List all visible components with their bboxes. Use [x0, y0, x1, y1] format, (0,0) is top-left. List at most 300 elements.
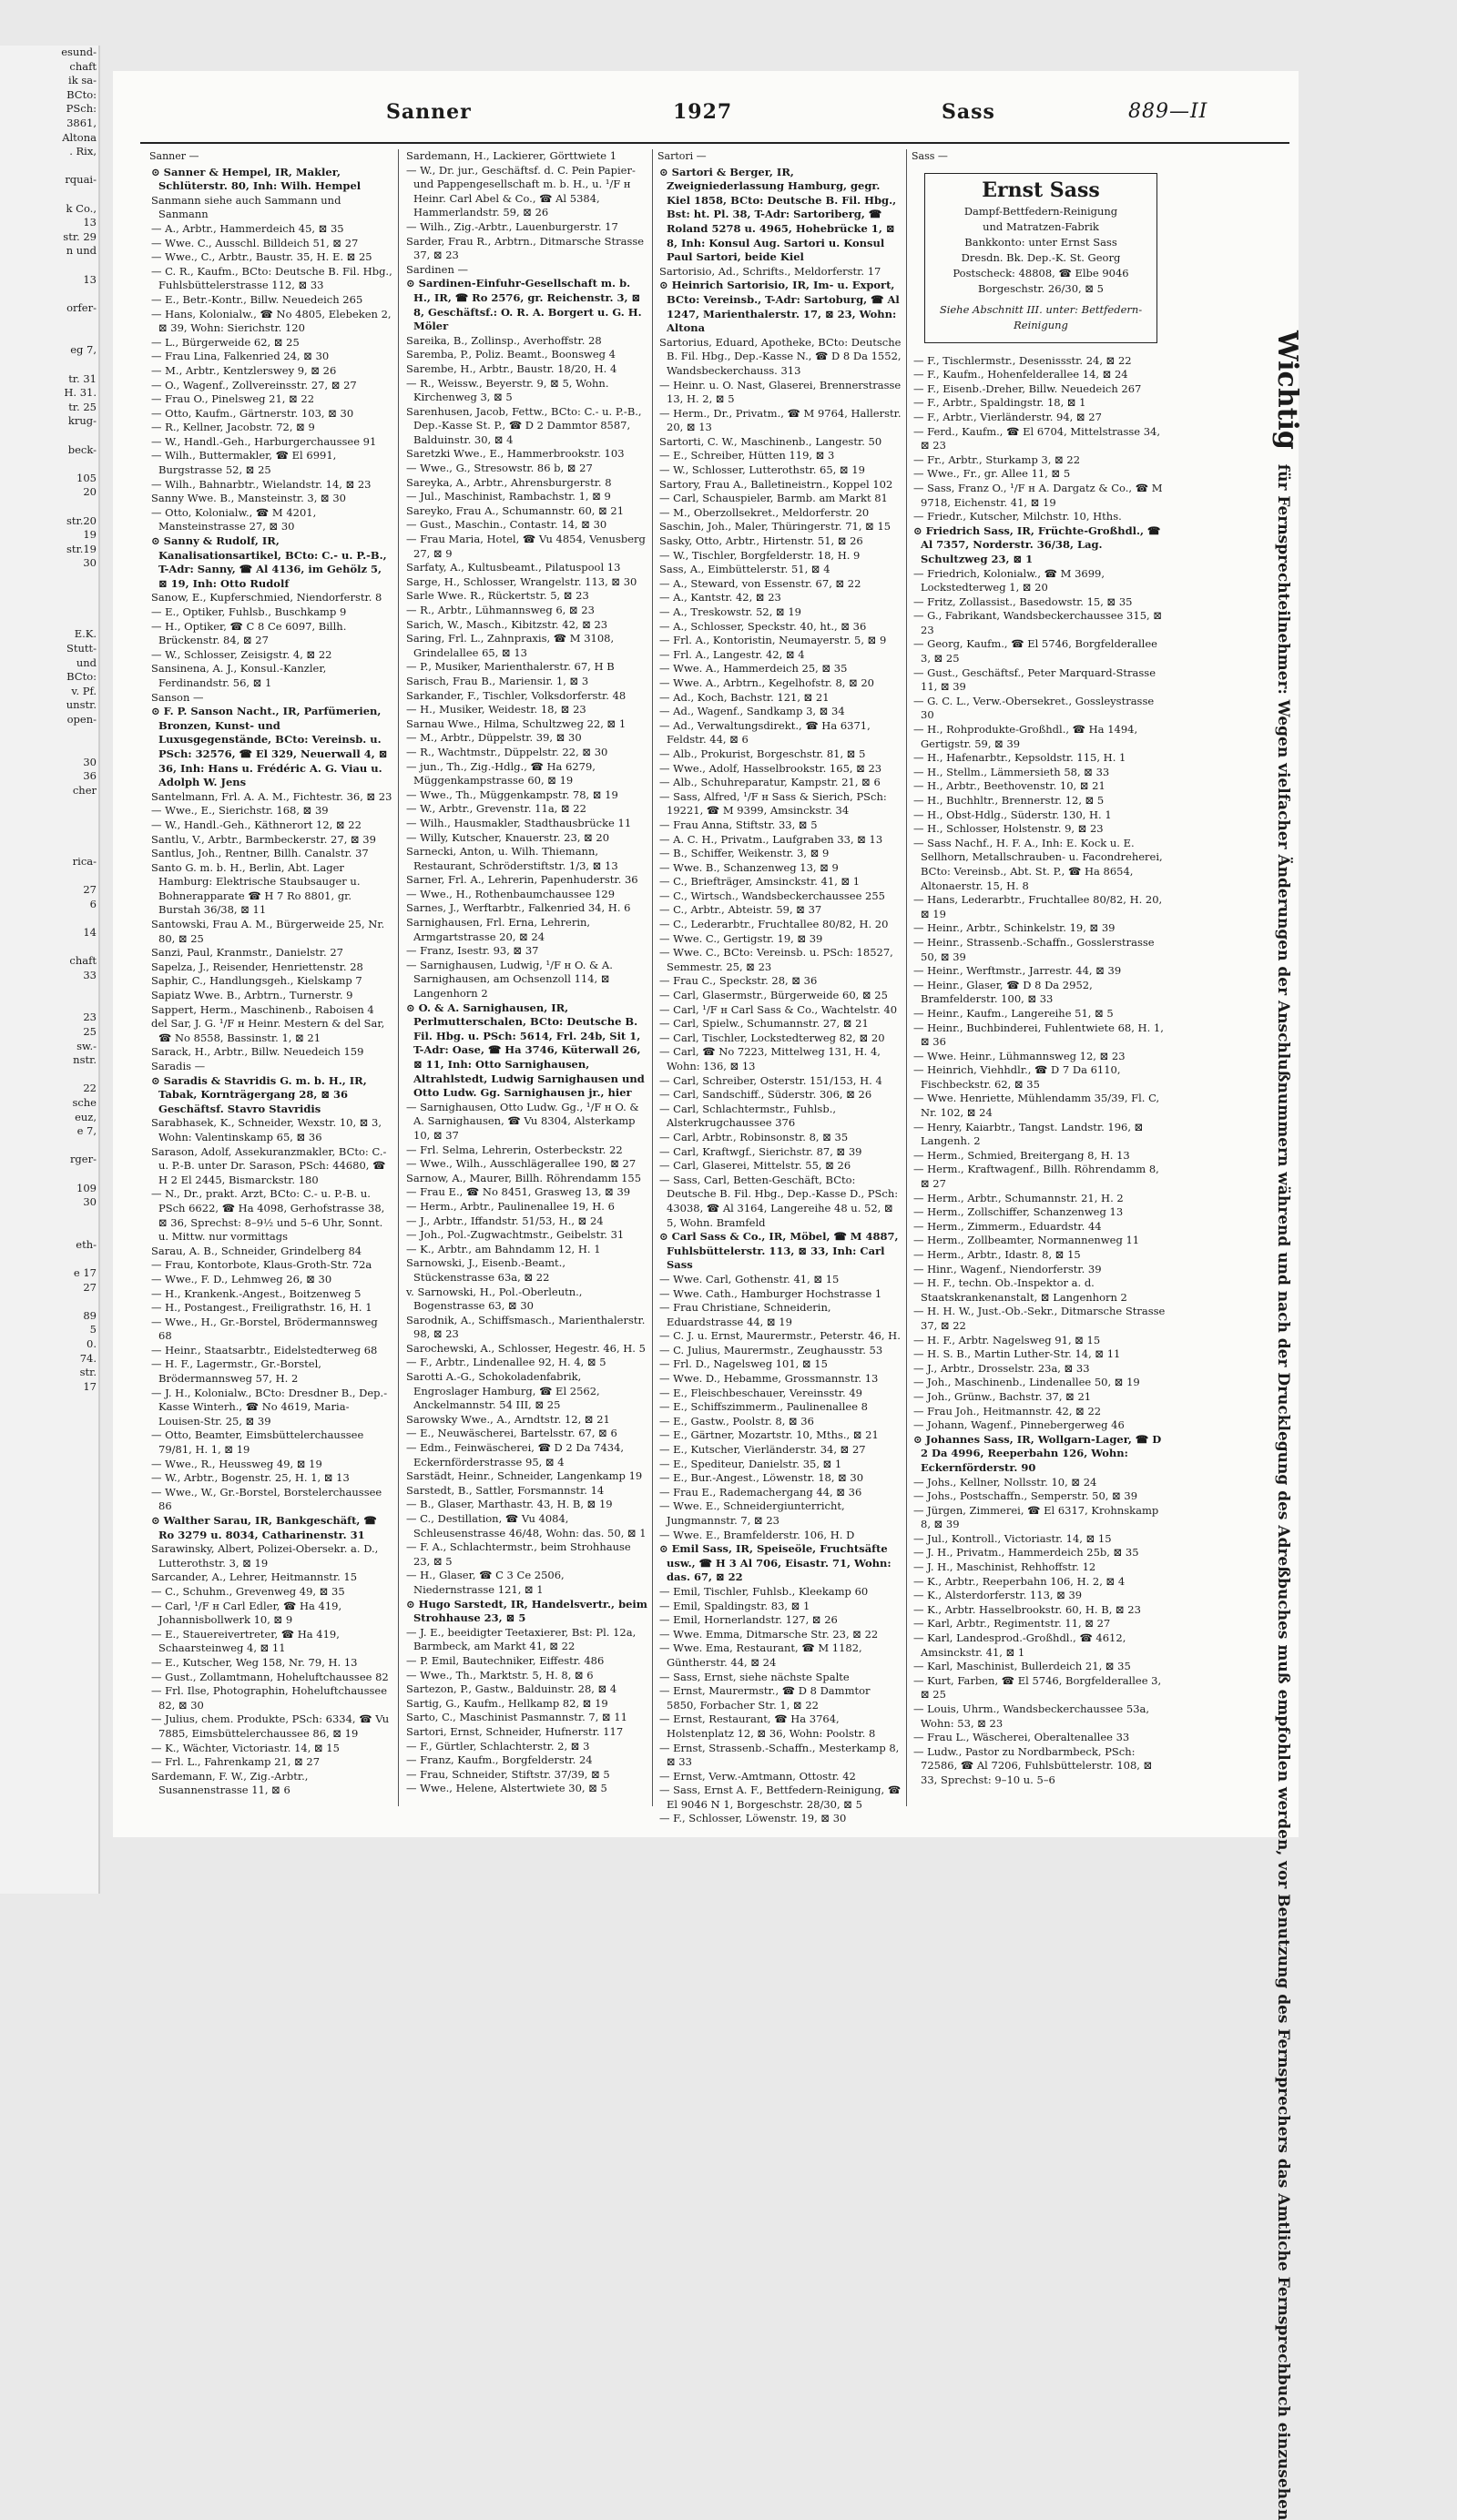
edge-fragment — [0, 997, 98, 1011]
directory-entry: Sarabhasek, K., Schneider, Wexstr. 10, ⊠ 3, Wohn: Valentinskamp 65, ⊠ 36 — [151, 1116, 382, 1143]
edge-fragment: sche — [72, 1095, 97, 1109]
edge-fragment — [0, 982, 98, 997]
edge-fragment: eg 7, — [70, 343, 97, 357]
edge-fragment — [0, 1210, 98, 1224]
directory-entry: — Gust., Maschin., Contastr. 14, ⊠ 30 — [406, 518, 607, 532]
directory-entry: — Friedr., Kutscher, Milchstr. 10, Hths. — [913, 510, 1122, 523]
directory-entry: Sappert, Herm., Maschinenb., Raboisen 4 — [151, 1002, 374, 1016]
directory-entry: — Wilh., Hausmakler, Stadthausbrücke 11 — [406, 816, 632, 829]
directory-entry: ⊙ Heinrich Sartorisio, IR, Im- u. Export, BCto: Vereinsb., T-Adr: Sartoburg, ☎ Al 1247, Marienthalerstr. 17, ⊠ 23, Wohn: Altona — [659, 279, 900, 335]
directory-entry: — H., Krankenk.-Angest., Boitzenweg 5 — [151, 1286, 362, 1300]
directory-entry: — Herm., Schmied, Breitergang 8, H. 13 — [913, 1148, 1130, 1162]
column-divider — [398, 149, 399, 1806]
directory-entry: — Wwe., F. D., Lehmweg 26, ⊠ 30 — [151, 1272, 332, 1285]
edge-fragment: ik sa- — [68, 74, 97, 87]
edge-fragment — [0, 1068, 98, 1082]
directory-entry: — C., Arbtr., Abteistr. 59, ⊠ 37 — [659, 903, 822, 917]
edge-fragment: 33 — [83, 968, 97, 981]
directory-entry: — Ernst, Verw.-Amtmann, Ottostr. 42 — [659, 1769, 856, 1783]
directory-entry: — Gust., Zollamtmann, Hoheluftchaussee 82 — [151, 1670, 389, 1683]
directory-entry: Sardemann, H., Lackierer, Görttwiete 1 — [406, 149, 617, 162]
directory-entry: — Georg, Kaufm., ☎ El 5746, Borgfelderallee 3, ⊠ 25 — [913, 637, 1157, 666]
directory-entry: — R., Arbtr., Lühmannsweg 6, ⊠ 23 — [406, 604, 595, 616]
directory-entry: — H. S. B., Martin Luther-Str. 14, ⊠ 11 — [913, 1347, 1121, 1361]
directory-entry: Sarnowski, J., Eisenb.-Beamt., Stückenstrasse 63a, ⊠ 22 — [406, 1256, 565, 1284]
edge-fragment: rger- — [69, 1153, 97, 1166]
edge-fragment: 5 — [89, 1323, 97, 1336]
column-head: Sass — — [912, 150, 948, 162]
directory-entry: — Wwe., W., Gr.-Borstel, Borstelerchaussee 86 — [151, 1485, 382, 1513]
edge-fragment: sw.- — [76, 1039, 97, 1052]
directory-entry: Sarnau Wwe., Hilma, Schultzweg 22, ⊠ 1 — [406, 716, 627, 730]
edge-fragment: 17 — [83, 1379, 97, 1393]
directory-entry: ⊙ O. & A. Sarnighausen, IR, Perlmutterschalen, BCto: Deutsche B. Fil. Hbg. u. PSch: 5614, Frl. 24b, Sit 1, T-Adr: Oase, ☎ Ha 3746, Küterwall 26, ⊠ 11, Inh: Otto Sarnighausen, Altrahlstedt, Ludwig Sarnighausen und Otto Ludw. Gg. Sarnighausen jr., hier — [406, 1001, 645, 1100]
edge-fragment: krug- — [67, 414, 97, 428]
edge-fragment — [0, 500, 98, 514]
edge-fragment — [0, 741, 98, 756]
directory-entry: Sasky, Otto, Arbtr., Hirtenstr. 51, ⊠ 26 — [659, 534, 863, 548]
directory-entry: — Frl. Selma, Lehrerin, Osterbeckstr. 22 — [406, 1143, 623, 1156]
directory-entry: Sartori, Ernst, Schneider, Hufnerstr. 117 — [406, 1724, 624, 1738]
directory-entry: — J., Arbtr., Drosselstr. 23a, ⊠ 33 — [913, 1361, 1090, 1375]
directory-entry: — R., Kellner, Jacobstr. 72, ⊠ 9 — [151, 421, 315, 434]
directory-entry: — Sarnighausen, Ludwig, ¹/F ʜ O. & A. Sarnighausen, am Ochsenzoll 114, ⊠ Langenhorn 2 — [406, 958, 613, 1001]
directory-entry: — C. Julius, Maurermstr., Zeughausstr. 53 — [659, 1343, 883, 1357]
edge-fragment: k Co., — [66, 201, 97, 215]
edge-fragment: rquai- — [65, 173, 97, 187]
directory-entry: — Sass, Carl, Betten-Geschäft, BCto: Deutsche B. Fil. Hbg., Dep.-Kasse D., PSch: 43038, ☎ Al 3164, Langereihe 48 u. 52, ⊠ 5, Wohn. Bramfeld — [659, 1173, 899, 1229]
directory-entry: — P. Emil, Bautechniker, Eiffestr. 486 — [406, 1653, 605, 1667]
edge-fragment: E.K. — [74, 627, 97, 641]
edge-fragment: 105 — [76, 471, 97, 484]
directory-entry: Santo G. m. b. H., Berlin, Abt. Lager Hamburg: Elektrische Staubsauger u. Bohnerapparate ☎ H 7 Ro 8801, gr. Burstah 36/38, ⊠ 11 — [151, 860, 361, 917]
edge-fragment: 3861, — [66, 116, 97, 129]
edge-fragment: 30 — [83, 755, 97, 768]
directory-entry: Sartorius, Eduard, Apotheke, BCto: Deutsche B. Fil. Hbg., Dep.-Kasse N., ☎ D 8 Da 1552, Wandsbeckerchauss. 313 — [659, 335, 902, 377]
directory-entry: — E., Kutscher, Weg 158, Nr. 79, H. 13 — [151, 1655, 358, 1669]
directory-entry: — H. H. W., Just.-Ob.-Sekr., Ditmarsche Strasse 37, ⊠ 22 — [913, 1305, 1166, 1332]
directory-entry: — Wwe. A., Hammerdeich 25, ⊠ 35 — [659, 662, 848, 676]
edge-fragment: BCto: — [66, 670, 97, 684]
directory-entry: Sass, A., Eimbüttelerstr. 51, ⊠ 4 — [659, 563, 830, 576]
directory-entry: — Carl, Glaserei, Mittelstr. 55, ⊠ 26 — [659, 1159, 851, 1173]
edge-fragment: . Rix, — [69, 145, 97, 158]
directory-entry: Sarodnik, A., Schiffsmasch., Marienthalerstr. 98, ⊠ 23 — [406, 1313, 646, 1341]
directory-entry: Sarembe, H., Arbtr., Baustr. 18/20, H. 4 — [406, 361, 617, 375]
directory-entry: — H. F., techn. Ob.-Inspektor a. d. Staatskrankenanstalt, ⊠ Langenhorn 2 — [913, 1276, 1127, 1304]
edge-fragment: esund- — [61, 46, 97, 58]
directory-entry: — Ad., Koch, Bachstr. 121, ⊠ 21 — [659, 690, 830, 704]
directory-entry: — E., Bur.-Angest., Löwenstr. 18, ⊠ 30 — [659, 1471, 864, 1485]
directory-entry: — Heinrich, Viehhdlr., ☎ D 7 Da 6110, Fischbeckstr. 62, ⊠ 35 — [913, 1063, 1121, 1091]
directory-entry: — Wwe. Ema, Restaurant, ☎ M 1182, Güntherstr. 44, ⊠ 24 — [659, 1641, 862, 1669]
directory-entry: — B., Schiffer, Weikenstr. 3, ⊠ 9 — [659, 847, 830, 860]
edge-fragment: str.19 — [66, 542, 97, 555]
directory-entry: — Wwe. Henriette, Mühlendamm 35/39, Fl. C, Nr. 102, ⊠ 24 — [913, 1092, 1160, 1120]
directory-entry: — C. R., Kaufm., BCto: Deutsche B. Fil. Hbg., Fuhlsbüttelerstrasse 112, ⊠ 33 — [151, 264, 392, 292]
directory-entry: — C., Schuhm., Grevenweg 49, ⊠ 35 — [151, 1584, 345, 1598]
directory-entry: — Friedrich, Kolonialw., ☎ M 3699, Lockstedterweg 1, ⊠ 20 — [913, 566, 1105, 594]
directory-entry: ⊙ Sanny & Rudolf, IR, Kanalisationsartikel, BCto: C.- u. P.-B., T-Adr: Sanny, ☎ Al 4136, im Gehölz 5, ⊠ 19, Inh: Otto Rudolf — [151, 534, 387, 590]
directory-entry: ⊙ F. P. Sanson Nacht., IR, Parfümerien, Bronzen, Kunst- und Luxusgegenstände, BCto: Vereinsb. u. PSch: 32576, ☎ El 329, Neuerwall 4, ⊠ 36, Inh: Hans u. Frédéric A. G. Viau u. Adolph W. Jens — [151, 705, 388, 789]
edge-fragment — [0, 1167, 98, 1182]
directory-entry: Sarawinsky, Albert, Polizei-Obersekr. a. D., Lutterothstr. 3, ⊠ 19 — [151, 1542, 379, 1570]
directory-entry: — Ad., Wagenf., Sandkamp 3, ⊠ 34 — [659, 705, 845, 718]
directory-entry: — Wwe. A., Arbtrn., Kegelhofstr. 8, ⊠ 20 — [659, 676, 875, 689]
directory-entry: — J., Arbtr., Iffandstr. 51/53, H., ⊠ 24 — [406, 1214, 604, 1227]
ad-line: Postscheck: 48808, ☎ Elbe 9046 — [953, 266, 1129, 279]
edge-fragment: unstr. — [66, 698, 97, 712]
directory-entry: — Wwe., Fr., gr. Allee 11, ⊠ 5 — [913, 467, 1071, 481]
edge-fragment: 89 — [83, 1308, 97, 1322]
edge-fragment: tr. 31 — [68, 371, 97, 385]
directory-entry: — Franz, Isestr. 93, ⊠ 37 — [406, 944, 539, 958]
directory-entry: — A., Arbtr., Hammerdeich 45, ⊠ 35 — [151, 221, 344, 235]
directory-entry: — F., Arbtr., Lindenallee 92, H. 4, ⊠ 5 — [406, 1356, 606, 1369]
directory-entry: Sarack, H., Arbtr., Billw. Neuedeich 159 — [151, 1045, 364, 1059]
directory-entry: — Wwe. E., Bramfelderstr. 106, H. D — [659, 1528, 855, 1541]
directory-entry: Sapiatz Wwe. B., Arbtrn., Turnerstr. 9 — [151, 989, 353, 1002]
column-head: Sartori — — [657, 150, 707, 162]
directory-entry: — E., Spediteur, Danielstr. 35, ⊠ 1 — [659, 1457, 842, 1470]
directory-entry: Sarstedt, B., Sattler, Forsmannstr. 14 — [406, 1483, 605, 1497]
edge-fragment: chaft — [69, 954, 97, 967]
directory-entry: — F., Arbtr., Spaldingstr. 18, ⊠ 1 — [913, 396, 1086, 410]
directory-entry: — E., Optiker, Fuhlsb., Buschkamp 9 — [151, 605, 347, 618]
edge-fragment: str.20 — [66, 513, 97, 527]
directory-entry: — Frl. A., Kontoristin, Neumayerstr. 5, ⊠ 9 — [659, 634, 887, 647]
directory-entry: Sareyko, Frau A., Schumannstr. 60, ⊠ 21 — [406, 503, 625, 517]
directory-entry: Sarisch, Frau B., Mariensir. 1, ⊠ 3 — [406, 674, 589, 687]
directory-entry: — M., Arbtr., Kentzlerswey 9, ⊠ 26 — [151, 363, 337, 377]
directory-entry: — Karl, Landesprod.-Großhdl., ☎ 4612, Amsinckstr. 41, ⊠ 1 — [913, 1631, 1126, 1659]
directory-entry: — R., Weissw., Beyerstr. 9, ⊠ 5, Wohn. Kirchenweg 3, ⊠ 5 — [406, 376, 609, 404]
directory-entry: — Emil, Tischler, Fuhlsb., Kleekamp 60 — [659, 1584, 869, 1598]
directory-entry: ⊙ Hugo Sarstedt, IR, Handelsvertr., beim Strohhause 23, ⊠ 5 — [406, 1597, 647, 1625]
directory-entry: Sarotti A.-G., Schokoladenfabrik, Engroslager Hamburg, ☎ El 2562, Anckelmannstr. 54 III, ⊠ 25 — [406, 1370, 600, 1412]
directory-entry: — L., Bürgerweide 62, ⊠ 25 — [151, 335, 300, 349]
directory-entry: — J. H., Maschinist, Rehhoffstr. 12 — [913, 1560, 1096, 1574]
directory-entry: — H., Buchhltr., Brennerstr. 12, ⊠ 5 — [913, 794, 1105, 807]
edge-fragment: open- — [66, 712, 97, 726]
directory-entry: — C., Wirtsch., Wandsbeckerchaussee 255 — [659, 889, 885, 902]
directory-entry: — H., Rohprodukte-Großhdl., ☎ Ha 1494, Gertigstr. 59, ⊠ 39 — [913, 723, 1138, 750]
edge-fragment: 22 — [83, 1082, 97, 1095]
directory-entry: Sarnecki, Anton, u. Wilh. Thiemann, Restaurant, Schröderstiftstr. 1/3, ⊠ 13 — [406, 845, 618, 872]
directory-entry: — Wwe., H., Gr.-Borstel, Brödermannsweg 68 — [151, 1315, 378, 1343]
directory-entry: — Louis, Uhrm., Wandsbeckerchaussee 53a, Wohn: 53, ⊠ 23 — [913, 1702, 1150, 1730]
directory-entry: — Hans, Kolonialw., ☎ No 4805, Elebeken 2, ⊠ 39, Wohn: Sierichstr. 120 — [151, 307, 392, 335]
edge-fragment: 25 — [83, 1024, 97, 1038]
edge-fragment: chaft — [69, 59, 97, 73]
edge-fragment — [0, 457, 98, 472]
directory-entry: — Heinr., Buchbinderei, Fuhlentwiete 68, H. 1, ⊠ 36 — [913, 1021, 1164, 1049]
directory-entry: — Heinr. u. O. Nast, Glaserei, Brennerstrasse 13, H. 2, ⊠ 5 — [659, 378, 902, 406]
directory-entry: Sanmann siehe auch Sammann und Sanmann — [151, 193, 341, 221]
directory-entry: — Gust., Geschäftsf., Peter Marquard-Strasse 11, ⊠ 39 — [913, 666, 1156, 694]
directory-entry: — Wwe., Adolf, Hasselbrookstr. 165, ⊠ 23 — [659, 761, 882, 775]
ad-line: Bankkonto: unter Ernst Sass — [964, 235, 1117, 249]
directory-entry: — Herm., Dr., Privatm., ☎ M 9764, Hallerstr. 20, ⊠ 13 — [659, 406, 902, 434]
ad-line: Dampf-Bettfedern-Reinigung — [963, 204, 1118, 218]
edge-fragment — [0, 599, 98, 614]
directory-entry: — Carl, Schlachtermstr., Fuhlsb., Alsterkrugchaussee 376 — [659, 1102, 837, 1130]
directory-entry: Sarfaty, A., Kultusbeamt., Pilatuspool 13 — [406, 561, 621, 574]
directory-entry: — Heinr., Arbtr., Schinkelstr. 19, ⊠ 39 — [913, 921, 1116, 935]
directory-entry: — E., Schiffszimmerm., Paulinenallee 8 — [659, 1400, 868, 1414]
edge-fragment: e 7, — [76, 1124, 97, 1138]
directory-entry: Sareyka, A., Arbtr., Ahrensburgerstr. 8 — [406, 475, 612, 489]
directory-entry: — C., Lederarbtr., Fruchtallee 80/82, H. 20 — [659, 918, 889, 931]
column-4 — [912, 149, 1167, 1802]
directory-entry: ⊙ Friedrich Sass, IR, Früchte-Großhdl., ☎ Al 7357, Norderstr. 36/38, Lag. Schultzweg 23, ⊠ 1 — [913, 523, 1161, 565]
directory-entry: Sanson — — [151, 690, 204, 704]
directory-entry: — H., Hafenarbtr., Kepsoldstr. 115, H. 1 — [913, 751, 1126, 765]
column-head: Sanner — — [149, 150, 199, 162]
directory-entry: — Franz, Kaufm., Borgfelderstr. 24 — [406, 1753, 593, 1767]
directory-entry: — A., Schlosser, Speckstr. 40, ht., ⊠ 36 — [659, 619, 867, 633]
directory-entry: — Wilh., Zig.-Arbtr., Lauenburgerstr. 17 — [406, 219, 618, 233]
directory-entry: — Frl. A., Langestr. 42, ⊠ 4 — [659, 647, 805, 661]
directory-entry: — Wwe. E., Schneidergiunterricht, Jungmannstr. 7, ⊠ 23 — [659, 1499, 845, 1527]
directory-entry: — A. C. H., Privatm., Laufgraben 33, ⊠ 13 — [659, 832, 883, 846]
directory-entry: — Johs., Postschaffn., Semperstr. 50, ⊠ 39 — [913, 1489, 1138, 1503]
directory-entry: — Frau Anna, Stiftstr. 33, ⊠ 5 — [659, 818, 818, 831]
directory-entry: — Wwe. Cath., Hamburger Hochstrasse 1 — [659, 1286, 882, 1300]
edge-fragment: H. 31. — [64, 386, 97, 400]
edge-fragment: 20 — [83, 485, 97, 499]
directory-entry: — K., Arbtr. Hasselbrookstr. 60, H. B, ⊠ 23 — [913, 1602, 1141, 1616]
telephone-notice — [1251, 330, 1303, 2520]
edge-fragment — [0, 259, 98, 273]
directory-entry: — A., Treskowstr. 52, ⊠ 19 — [659, 605, 801, 618]
directory-entry: — Ferd., Kaufm., ☎ El 6704, Mittelstrasse 34, ⊠ 23 — [913, 424, 1161, 452]
edge-fragment: Stutt- — [66, 641, 97, 655]
directory-entry: Sarstädt, Heinr., Schneider, Langenkamp 19 — [406, 1469, 643, 1483]
directory-entry: — W., Tischler, Borgfelderstr. 18, H. 9 — [659, 548, 861, 562]
directory-entry: — E., Neuwäscherei, Bartelsstr. 67, ⊠ 6 — [406, 1427, 617, 1440]
directory-entry: — Wwe. C., Ausschl. Billdeich 51, ⊠ 27 — [151, 236, 359, 249]
directory-entry: — Frau C., Speckstr. 28, ⊠ 36 — [659, 974, 818, 988]
directory-entry: — F., Kaufm., Hohenfelderallee 14, ⊠ 24 — [913, 368, 1128, 381]
edge-fragment: eth- — [76, 1237, 97, 1251]
edge-fragment — [0, 315, 98, 330]
previous-page-edge — [0, 46, 100, 1894]
directory-entry: — Carl, ☎ No 7223, Mittelweg 131, H. 4, Wohn: 136, ⊠ 13 — [659, 1045, 881, 1072]
edge-fragment — [0, 188, 98, 202]
notice-heading: Wichtig — [1271, 330, 1303, 450]
directory-entry: ⊙ Emil Sass, IR, Speiseöle, Fruchtsäfte usw., ☎ H 3 Al 706, Eisastr. 71, Wohn: das. 67, ⊠ 22 — [659, 1542, 892, 1584]
directory-entry: — J. H., Kolonialw., BCto: Dresdner B., Dep.-Kasse Winterh., ☎ No 4619, Maria-Louisen-Str. 25, ⊠ 39 — [151, 1386, 388, 1428]
directory-entry: Sarich, W., Masch., Kibitzstr. 42, ⊠ 23 — [406, 617, 608, 631]
directory-entry: — Heinr., Kaufm., Langereihe 51, ⊠ 5 — [913, 1006, 1114, 1020]
directory-entry: Saradis — — [151, 1060, 206, 1072]
directory-entry: v. Sarnowski, H., Pol.-Oberleutn., Bogenstrasse 63, ⊠ 30 — [406, 1285, 583, 1313]
directory-entry: — P., Musiker, Marienthalerstr. 67, H B — [406, 660, 615, 674]
directory-entry: — Wwe., Helene, Alstertwiete 30, ⊠ 5 — [406, 1782, 607, 1795]
directory-entry: — Wilh., Buttermakler, ☎ El 6991, Burgstrasse 52, ⊠ 25 — [151, 449, 337, 477]
directory-entry: — Wwe. B., Schanzenweg 13, ⊠ 9 — [659, 860, 839, 874]
ad-line: Dresdn. Bk. Dep.-K. St. Georg — [961, 250, 1121, 264]
header-right-keyword: Sass — [942, 100, 995, 124]
edge-fragment: 74. — [79, 1351, 97, 1365]
directory-entry: — Carl, ¹/F ʜ Carl Edler, ☎ Ha 419, Johannisbollwerk 10, ⊠ 9 — [151, 1599, 342, 1627]
directory-entry: — Wwe., Th., Marktstr. 5, H. 8, ⊠ 6 — [406, 1668, 594, 1682]
edge-fragment: 30 — [83, 1195, 97, 1209]
directory-entry: Sarder, Frau R., Arbtrn., Ditmarsche Strasse 37, ⊠ 23 — [406, 234, 645, 262]
edge-fragment: 13 — [83, 272, 97, 286]
directory-entry: — H. F., Arbtr. Nagelsweg 91, ⊠ 15 — [913, 1333, 1101, 1346]
header-year: 1927 — [673, 100, 733, 124]
edge-fragment: Altona — [62, 130, 97, 144]
directory-entry: Saremba, P., Poliz. Beamt., Boonsweg 4 — [406, 348, 616, 361]
directory-entry: Sarnes, J., Werftarbtr., Falkenried 34, H. 6 — [406, 901, 631, 915]
directory-entry: — J. H., Privatm., Hammerdeich 25b, ⊠ 35 — [913, 1546, 1139, 1560]
edge-fragment — [0, 727, 98, 742]
directory-entry: Sarau, A. B., Schneider, Grindelberg 84 — [151, 1244, 362, 1257]
directory-entry: Sarge, H., Schlosser, Wrangelstr. 113, ⊠ 30 — [406, 574, 637, 588]
directory-entry: Sanny Wwe. B., Mansteinstr. 3, ⊠ 30 — [151, 492, 346, 505]
directory-entry: Saschin, Joh., Maler, Thüringerstr. 71, ⊠ 15 — [659, 520, 892, 533]
edge-fragment: 19 — [83, 528, 97, 542]
directory-entry: — H., Glaser, ☎ C 3 Ce 2506, Niedernstrasse 121, ⊠ 1 — [406, 1569, 565, 1596]
edge-fragment — [0, 585, 98, 600]
directory-entry: — H., Optiker, ☎ C 8 Ce 6097, Billh. Brückenstr. 84, ⊠ 27 — [151, 619, 347, 647]
edge-fragment: 0. — [87, 1337, 97, 1351]
directory-entry: — A., Kantstr. 42, ⊠ 23 — [659, 591, 781, 605]
edge-fragment: 27 — [83, 1280, 97, 1294]
directory-entry: Sarenhusen, Jacob, Fettw., BCto: C.- u. P.-B., Dep.-Kasse St. P., ☎ D 2 Dammtor 8587, Balduinstr. 30, ⊠ 4 — [406, 404, 642, 446]
ad-note: Siehe Abschnitt III. unter: Bettfedern-Reinigung — [939, 302, 1143, 331]
edge-fragment — [0, 1252, 98, 1266]
header-rule — [140, 142, 1289, 144]
directory-entry: Sardemann, F. W., Zig.-Arbtr., Susannenstrasse 11, ⊠ 6 — [151, 1769, 309, 1797]
page-header — [113, 100, 1299, 137]
directory-entry: — Ad., Verwaltungsdirekt., ☎ Ha 6371, Feldstr. 44, ⊠ 6 — [659, 718, 871, 747]
directory-entry: — E., Gärtner, Mozartstr. 10, Mths., ⊠ 21 — [659, 1428, 879, 1442]
directory-entry: — Sass, Ernst, siehe nächste Spalte — [659, 1670, 850, 1683]
directory-entry: — Heinr., Werftmstr., Jarrestr. 44, ⊠ 39 — [913, 964, 1122, 978]
directory-entry: — K., Alsterdorferstr. 113, ⊠ 39 — [913, 1589, 1083, 1602]
directory-entry: — Frau, Kontorbote, Klaus-Groth-Str. 72a — [151, 1258, 372, 1272]
edge-fragment — [0, 840, 98, 855]
edge-fragment — [0, 827, 98, 841]
edge-fragment — [0, 798, 98, 812]
directory-entry: — Wwe., Th., Müggenkampstr. 78, ⊠ 19 — [406, 788, 618, 801]
edge-fragment: 6 — [89, 897, 97, 910]
edge-fragment: nstr. — [73, 1053, 97, 1067]
directory-entry: — C. J. u. Ernst, Maurermstr., Peterstr. 46, H. — [659, 1329, 901, 1343]
directory-entry: — N., Dr., prakt. Arzt, BCto: C.- u. P.-B. u. PSch 6622, ☎ Ha 4098, Gerhofstrasse 38, ⊠ 36, Sprechst: 8–9½ und 5–6 Uhr, Sonnt. u. Mittw. nur vormittags — [151, 1187, 385, 1244]
directory-entry: — Willy, Kutscher, Knauerstr. 23, ⊠ 20 — [406, 830, 610, 844]
directory-entry: — Herm., Zollbeamter, Normannenweg 11 — [913, 1234, 1140, 1247]
directory-entry: del Sar, J. G. ¹/F ʜ Heinr. Mestern & del Sar, ☎ No 8558, Bassinstr. 1, ⊠ 21 — [151, 1017, 385, 1044]
directory-entry: — Carl, Sandschiff., Süderstr. 306, ⊠ 26 — [659, 1088, 872, 1102]
directory-entry: — H., Musiker, Weidestr. 18, ⊠ 23 — [406, 703, 586, 716]
directory-entry: — J. E., beeidigter Teetaxierer, Bst: Pl. 12a, Barmbeck, am Markt 41, ⊠ 22 — [406, 1625, 637, 1653]
directory-entry: — Carl, Kraftwgf., Sierichstr. 87, ⊠ 39 — [659, 1144, 862, 1158]
directory-entry: — Frl. L., Fahrenkamp 21, ⊠ 27 — [151, 1755, 321, 1769]
directory-entry: — Johann, Wagenf., Pinnebergerweg 46 — [913, 1418, 1125, 1432]
directory-entry: — Heinr., Glaser, ☎ D 8 Da 2952, Bramfelderstr. 100, ⊠ 33 — [913, 978, 1093, 1006]
directory-entry: — Wwe., E., Sierichstr. 168, ⊠ 39 — [151, 804, 329, 818]
directory-entry: Sanzi, Paul, Kranmstr., Danielstr. 27 — [151, 946, 343, 960]
directory-entry: — E., Fleischbeschauer, Vereinsstr. 49 — [659, 1386, 862, 1399]
edge-fragment — [0, 1139, 98, 1153]
directory-entry: — Ernst, Maurermstr., ☎ D 8 Dammtor 5850, Forbacher Str. 1, ⊠ 22 — [659, 1684, 871, 1712]
directory-entry: Saretzki Wwe., E., Hammerbrookstr. 103 — [406, 447, 625, 461]
edge-fragment — [0, 571, 98, 585]
directory-entry: — Fr., Arbtr., Sturkamp 3, ⊠ 22 — [913, 452, 1081, 466]
directory-entry: — Wwe., H., Rothenbaumchaussee 129 — [406, 887, 616, 900]
edge-fragment: 30 — [83, 556, 97, 570]
directory-entry: — Heinr., Staatsarbtr., Eidelstedterweg 68 — [151, 1343, 378, 1357]
edge-fragment: beck- — [67, 442, 97, 456]
directory-entry: — Otto, Beamter, Eimsbüttelerchaussee 79/81, H. 1, ⊠ 19 — [151, 1428, 364, 1457]
edge-fragment: 23 — [83, 1011, 97, 1024]
directory-entry: — H., Obst-Hdlg., Süderstr. 130, H. 1 — [913, 808, 1112, 821]
edge-fragment: 27 — [83, 883, 97, 897]
directory-entry: — Sass, Ernst A. F., Bettfedern-Reinigung, ☎ El 9046 N 1, Borgeschstr. 28/30, ⊠ 5 — [659, 1783, 902, 1811]
directory-entry: — C., Destillation, ☎ Vu 4084, Schleusenstrasse 46/48, Wohn: das. 50, ⊠ 1 — [406, 1512, 647, 1539]
directory-entry: — Kurt, Farben, ☎ El 5746, Borgfelderallee 3, ⊠ 25 — [913, 1673, 1162, 1702]
directory-entry: — Jul., Kontroll., Victoriastr. 14, ⊠ 15 — [913, 1531, 1112, 1545]
directory-entry: — Wwe. Emma, Ditmarsche Str. 23, ⊠ 22 — [659, 1627, 879, 1641]
directory-entry: — Jürgen, Zimmerei, ☎ El 6317, Krohnskamp 8, ⊠ 39 — [913, 1503, 1159, 1531]
directory-entry: Sarowsky Wwe., A., Arndtstr. 12, ⊠ 21 — [406, 1412, 610, 1426]
directory-entry: — Wwe. C., BCto: Vereinsb. u. PSch: 18527, Semmestr. 25, ⊠ 23 — [659, 946, 893, 973]
directory-entry: — F., Schlosser, Löwenstr. 19, ⊠ 30 — [659, 1812, 847, 1825]
directory-entry: — Hinr., Wagenf., Niendorferstr. 39 — [913, 1262, 1102, 1275]
directory-entry: — Wwe. Heinr., Lühmannsweg 12, ⊠ 23 — [913, 1049, 1126, 1062]
directory-entry: — Herm., Zollschiffer, Schanzenweg 13 — [913, 1205, 1124, 1219]
notice-text: für Fernsprechteilnehmer: Wegen vielfacher Änderungen der Anschlußnummern während und nach der Drucklegung des Adreßbuches muß empfohlen werden, vor Benutzung des Fernsprechers das Amtliche Fernsprechbuch einzusehen — [1274, 463, 1292, 2520]
directory-entry: Sartory, Frau A., Balletineistrn., Koppel 102 — [659, 477, 893, 491]
directory-entry: — Otto, Kaufm., Gärtnerstr. 103, ⊠ 30 — [151, 406, 354, 420]
directory-entry: Sarason, Adolf, Assekuranzmakler, BCto: C.- u. P.-B. unter Dr. Sarason, PSch: 44680, ☎ H 2 El 2445, Bismarckstr. 180 — [151, 1144, 387, 1186]
directory-entry: — Wwe. D., Hebamme, Grossmannstr. 13 — [659, 1372, 879, 1386]
directory-entry: — K., Wächter, Victoriastr. 14, ⊠ 15 — [151, 1741, 340, 1754]
column-divider — [906, 149, 907, 1806]
directory-entry: Sartorisio, Ad., Schrifts., Meldorferstr. 17 — [659, 264, 881, 278]
directory-entry: — Frau, Schneider, Stiftstr. 37/39, ⊠ 5 — [406, 1767, 610, 1781]
directory-entry: — B., Glaser, Marthastr. 43, H. B, ⊠ 19 — [406, 1498, 613, 1511]
directory-entry: — Joh., Grünw., Bachstr. 37, ⊠ 21 — [913, 1389, 1092, 1403]
directory-entry: — H. F., Lagermstr., Gr.-Borstel, Brödermannsweg 57, H. 2 — [151, 1357, 321, 1386]
directory-entry: ⊙ Saradis & Stavridis G. m. b. H., IR, Tabak, Kornträgergang 28, ⊠ 36 Geschäftsf. Stavro Stavridis — [151, 1073, 367, 1115]
edge-fragment: cher — [72, 783, 97, 797]
directory-entry: — Karl, Maschinist, Bullerdeich 21, ⊠ 35 — [913, 1660, 1131, 1673]
directory-entry: — Edm., Feinwäscherei, ☎ D 2 Da 7434, Eckernförderstrasse 95, ⊠ 4 — [406, 1441, 625, 1468]
edge-fragment: PSch: — [66, 102, 97, 116]
directory-entry: — W., Arbtr., Grevenstr. 11a, ⊠ 22 — [406, 802, 586, 816]
directory-entry: — Herm., Arbtr., Paulinenallee 19, H. 6 — [406, 1199, 615, 1213]
directory-entry: — Ernst, Restaurant, ☎ Ha 3764, Holstenplatz 12, ⊠ 36, Wohn: Poolstr. 8 — [659, 1712, 876, 1740]
directory-entry: — Sass Nachf., H. F. A., Inh: E. Kock u. E. Sellhorn, Metallschrauben- u. Facondreherei, BCto: Vereinsb., Abt. St. P., ☎ Ha 8654, Altonaerstr. 15, H. 8 — [913, 836, 1163, 892]
edge-fragment: orfer- — [66, 300, 97, 314]
header-left-keyword: Sanner — [386, 100, 472, 124]
directory-entry: — M., Oberzollsekret., Meldorferstr. 20 — [659, 505, 870, 519]
directory-entry: Saring, Frl. L., Zahnpraxis, ☎ M 3108, Grindelallee 65, ⊠ 13 — [406, 632, 615, 659]
edge-fragment: str. 29 — [63, 229, 97, 243]
directory-entry: — Frl. D., Nagelsweg 101, ⊠ 15 — [659, 1357, 828, 1371]
directory-entry: — Johs., Kellner, Nollsstr. 10, ⊠ 24 — [913, 1475, 1097, 1489]
directory-entry: Sarcander, A., Lehrer, Heitmannstr. 15 — [151, 1570, 358, 1584]
directory-entry: — Frau E., ☎ No 8451, Grasweg 13, ⊠ 39 — [406, 1185, 631, 1199]
directory-entry: — Fritz, Zollassist., Basedowstr. 15, ⊠ 35 — [913, 594, 1133, 608]
directory-entry: — Herm., Arbtr., Idastr. 8, ⊠ 15 — [913, 1248, 1081, 1261]
directory-entry: — Herm., Kraftwagenf., Billh. Röhrendamm 8, ⊠ 27 — [913, 1163, 1159, 1191]
